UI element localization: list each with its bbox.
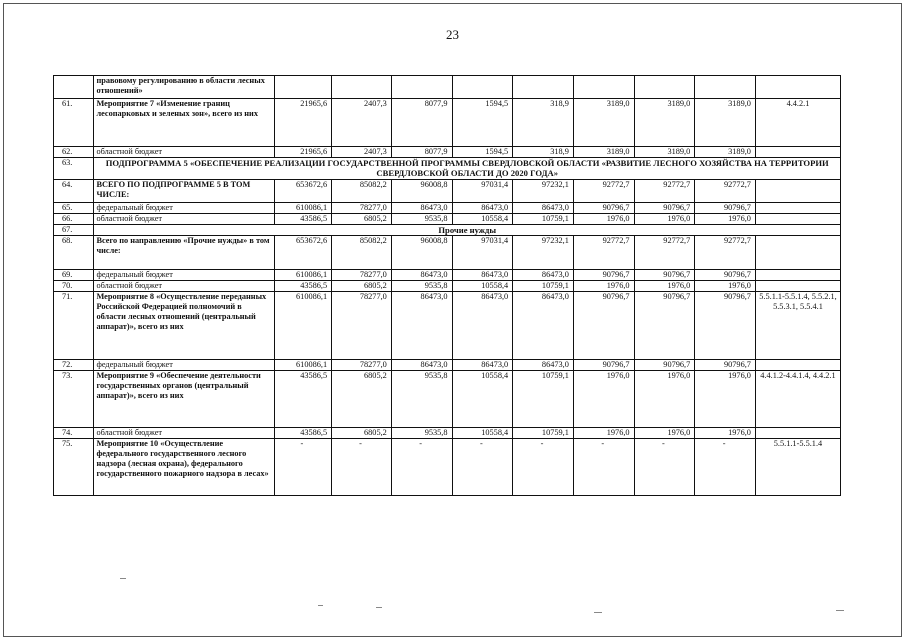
scan-artifact: [120, 578, 126, 579]
value-cell: -: [391, 439, 452, 496]
value-cell: 78277,0: [332, 270, 392, 281]
value-cell: 90796,7: [573, 203, 634, 214]
value-cell: 90796,7: [634, 203, 695, 214]
value-cell: 10759,1: [513, 371, 574, 428]
row-name: Мероприятие 8 «Осуществление переданных Российской Федерацией полномочий в области лесных отношений (центральный аппарат)», всего из них: [94, 292, 274, 360]
value-cell: 9535,8: [391, 428, 452, 439]
value-cell: 3189,0: [573, 147, 634, 158]
row-number: 63.: [54, 158, 94, 180]
row-name: областной бюджет: [94, 428, 274, 439]
scan-artifact: [594, 612, 602, 613]
value-cell: 97031,4: [452, 236, 513, 270]
row-name: Мероприятие 10 «Осуществление федерального государственного лесного надзора (лесная охрана), федерального государственного пожарного надзора в лесах»: [94, 439, 274, 496]
row-number: 72.: [54, 360, 94, 371]
row-name: областной бюджет: [94, 147, 274, 158]
value-cell: 43586,5: [274, 214, 332, 225]
row-name: Мероприятие 9 «Обеспечение деятельности государственных органов (центральный аппарат)», всего из них: [94, 371, 274, 428]
value-cell: 8077,9: [391, 99, 452, 147]
target-indicator: [755, 147, 840, 158]
value-cell: -: [513, 439, 574, 496]
value-cell: 86473,0: [391, 203, 452, 214]
value-cell: 43586,5: [274, 428, 332, 439]
value-cell: 610086,1: [274, 270, 332, 281]
value-cell: 86473,0: [452, 360, 513, 371]
row-number: 64.: [54, 180, 94, 203]
table-row: [54, 158, 841, 180]
value-cell: 1976,0: [695, 214, 756, 225]
row-name: федеральный бюджет: [94, 270, 274, 281]
value-cell: 86473,0: [391, 292, 452, 360]
row-number: 71.: [54, 292, 94, 360]
row-name: федеральный бюджет: [94, 203, 274, 214]
row-number: 68.: [54, 236, 94, 270]
value-cell: 1594,5: [452, 147, 513, 158]
row-name: федеральный бюджет: [94, 360, 274, 371]
value-cell: 90796,7: [695, 270, 756, 281]
value-cell: 2407,3: [332, 147, 392, 158]
value-cell: 86473,0: [391, 360, 452, 371]
budget-table: [53, 75, 841, 496]
value-cell: 92772,7: [573, 180, 634, 203]
value-cell: 3189,0: [695, 99, 756, 147]
target-indicator: 5.5.1.1-5.5.1.4, 5.5.2.1, 5.5.3.1, 5.5.4.1: [755, 292, 840, 360]
value-cell: 1976,0: [695, 281, 756, 292]
target-indicator: 4.4.2.1: [755, 99, 840, 147]
value-cell: 85082,2: [332, 180, 392, 203]
target-indicator: [755, 203, 840, 214]
page-number: 23: [446, 27, 459, 42]
section-title: Прочие нужды: [94, 225, 841, 236]
value-cell: 1976,0: [634, 428, 695, 439]
value-cell: 90796,7: [695, 203, 756, 214]
scan-artifact: [836, 610, 844, 611]
value-cell: 21965,6: [274, 147, 332, 158]
row-number: [54, 76, 94, 99]
value-cell: 92772,7: [695, 236, 756, 270]
value-cell: 653672,6: [274, 236, 332, 270]
value-cell: 85082,2: [332, 236, 392, 270]
value-cell: 1976,0: [695, 371, 756, 428]
value-cell: 318,9: [513, 147, 574, 158]
value-cell: 86473,0: [452, 203, 513, 214]
value-cell: 92772,7: [634, 236, 695, 270]
value-cell: 653672,6: [274, 180, 332, 203]
value-cell: 10558,4: [452, 428, 513, 439]
row-number: 74.: [54, 428, 94, 439]
value-cell: [634, 76, 695, 99]
value-cell: 318,9: [513, 99, 574, 147]
value-cell: -: [332, 439, 392, 496]
value-cell: 6805,2: [332, 371, 392, 428]
value-cell: 9535,8: [391, 214, 452, 225]
value-cell: 8077,9: [391, 147, 452, 158]
table-row: [54, 203, 841, 214]
target-indicator: 5.5.1.1-5.5.1.4: [755, 439, 840, 496]
value-cell: 10558,4: [452, 281, 513, 292]
value-cell: 86473,0: [452, 270, 513, 281]
value-cell: [513, 76, 574, 99]
target-indicator: [755, 360, 840, 371]
value-cell: 610086,1: [274, 360, 332, 371]
row-number: 61.: [54, 99, 94, 147]
target-indicator: [755, 270, 840, 281]
table-row: [54, 236, 841, 270]
row-name: ВСЕГО ПО ПОДПРОГРАММЕ 5 В ТОМ ЧИСЛЕ:: [94, 180, 274, 203]
value-cell: 78277,0: [332, 292, 392, 360]
table-row: [54, 147, 841, 158]
value-cell: 6805,2: [332, 428, 392, 439]
target-indicator: [755, 76, 840, 99]
value-cell: 90796,7: [695, 360, 756, 371]
row-number: 67.: [54, 225, 94, 236]
value-cell: 92772,7: [695, 180, 756, 203]
value-cell: 43586,5: [274, 371, 332, 428]
value-cell: 3189,0: [573, 99, 634, 147]
value-cell: 3189,0: [634, 99, 695, 147]
table-row: [54, 439, 841, 496]
table-row: [54, 371, 841, 428]
value-cell: 10558,4: [452, 214, 513, 225]
section-title: ПОДПРОГРАММА 5 «ОБЕСПЕЧЕНИЕ РЕАЛИЗАЦИИ ГОСУДАРСТВЕННОЙ ПРОГРАММЫ СВЕРДЛОВСКОЙ ОБЛАСТИ «РАЗВИТИЕ ЛЕСНОГО ХОЗЯЙСТВА НА ТЕРРИТОРИИ СВЕРДЛОВСКОЙ ОБЛАСТИ ДО 2020 ГОДА»: [94, 158, 841, 180]
row-number: 73.: [54, 371, 94, 428]
value-cell: 97232,1: [513, 180, 574, 203]
value-cell: 9535,8: [391, 371, 452, 428]
table-row: [54, 292, 841, 360]
value-cell: 97031,4: [452, 180, 513, 203]
value-cell: 610086,1: [274, 292, 332, 360]
value-cell: 1976,0: [695, 428, 756, 439]
value-cell: 86473,0: [513, 292, 574, 360]
target-indicator: [755, 214, 840, 225]
value-cell: [274, 76, 332, 99]
value-cell: 96008,8: [391, 236, 452, 270]
target-indicator: [755, 428, 840, 439]
value-cell: 1976,0: [634, 281, 695, 292]
row-number: 62.: [54, 147, 94, 158]
table-row: [54, 428, 841, 439]
value-cell: 6805,2: [332, 214, 392, 225]
value-cell: 1976,0: [573, 281, 634, 292]
value-cell: 610086,1: [274, 203, 332, 214]
value-cell: 86473,0: [452, 292, 513, 360]
value-cell: 92772,7: [634, 180, 695, 203]
value-cell: 10759,1: [513, 428, 574, 439]
table-row: [54, 180, 841, 203]
value-cell: 9535,8: [391, 281, 452, 292]
value-cell: 1976,0: [573, 428, 634, 439]
value-cell: 10558,4: [452, 371, 513, 428]
row-number: 75.: [54, 439, 94, 496]
value-cell: 90796,7: [634, 292, 695, 360]
value-cell: 1976,0: [573, 371, 634, 428]
value-cell: [332, 76, 392, 99]
value-cell: 43586,5: [274, 281, 332, 292]
value-cell: 86473,0: [513, 203, 574, 214]
target-indicator: [755, 236, 840, 270]
value-cell: -: [274, 439, 332, 496]
row-number: 70.: [54, 281, 94, 292]
table-row: [54, 225, 841, 236]
value-cell: 90796,7: [695, 292, 756, 360]
value-cell: 90796,7: [573, 270, 634, 281]
value-cell: 78277,0: [332, 203, 392, 214]
value-cell: 86473,0: [513, 270, 574, 281]
value-cell: -: [452, 439, 513, 496]
value-cell: 1594,5: [452, 99, 513, 147]
value-cell: 10759,1: [513, 214, 574, 225]
target-indicator: [755, 281, 840, 292]
value-cell: 78277,0: [332, 360, 392, 371]
value-cell: 1976,0: [573, 214, 634, 225]
row-name: Мероприятие 7 «Изменение границ лесопарковых и зеленых зон», всего из них: [94, 99, 274, 147]
row-name: областной бюджет: [94, 281, 274, 292]
value-cell: [573, 76, 634, 99]
value-cell: 90796,7: [634, 270, 695, 281]
table-row: [54, 360, 841, 371]
value-cell: 1976,0: [634, 214, 695, 225]
target-indicator: 4.4.1.2-4.4.1.4, 4.4.2.1: [755, 371, 840, 428]
value-cell: 86473,0: [391, 270, 452, 281]
value-cell: 2407,3: [332, 99, 392, 147]
value-cell: [391, 76, 452, 99]
value-cell: 3189,0: [695, 147, 756, 158]
value-cell: 10759,1: [513, 281, 574, 292]
value-cell: 21965,6: [274, 99, 332, 147]
value-cell: 1976,0: [634, 371, 695, 428]
table-row: [54, 214, 841, 225]
value-cell: [695, 76, 756, 99]
row-number: 69.: [54, 270, 94, 281]
value-cell: 3189,0: [634, 147, 695, 158]
value-cell: -: [573, 439, 634, 496]
value-cell: -: [634, 439, 695, 496]
table-row: [54, 270, 841, 281]
scan-artifact: [376, 607, 382, 608]
table-row: [54, 76, 841, 99]
value-cell: 90796,7: [573, 292, 634, 360]
value-cell: 6805,2: [332, 281, 392, 292]
row-name: Всего по направлению «Прочие нужды» в том числе:: [94, 236, 274, 270]
value-cell: 86473,0: [513, 360, 574, 371]
value-cell: 90796,7: [573, 360, 634, 371]
value-cell: 92772,7: [573, 236, 634, 270]
value-cell: 90796,7: [634, 360, 695, 371]
table-row: [54, 281, 841, 292]
value-cell: [452, 76, 513, 99]
row-name: областной бюджет: [94, 214, 274, 225]
row-name: правовому регулированию в области лесных отношений»: [94, 76, 274, 99]
value-cell: 97232,1: [513, 236, 574, 270]
table-row: [54, 99, 841, 147]
row-number: 66.: [54, 214, 94, 225]
row-number: 65.: [54, 203, 94, 214]
value-cell: 96008,8: [391, 180, 452, 203]
target-indicator: [755, 180, 840, 203]
scan-artifact: [318, 605, 323, 606]
value-cell: -: [695, 439, 756, 496]
